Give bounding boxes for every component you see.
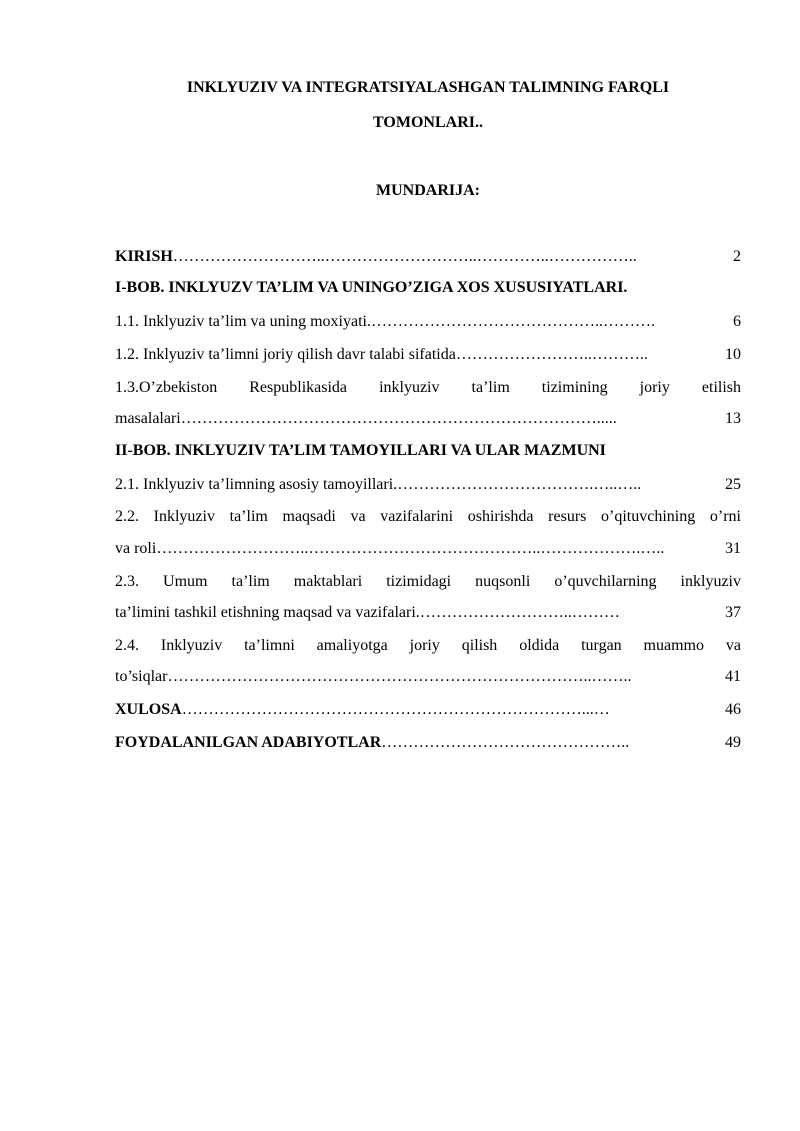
- toc-leader-dots: …………………………………………………………………….....: [180, 410, 617, 427]
- toc-label: 1.1. Inklyuziv ta’lim va uning moxiyati: [115, 313, 367, 330]
- toc-label: masalalari: [115, 410, 181, 427]
- toc-page-number: 37: [725, 604, 741, 621]
- toc-leader-dots: …………………………………………………………………...…: [181, 701, 610, 718]
- toc-entry-2-4-line-2: [115, 662, 741, 692]
- toc-entry-2-3-line-2: [115, 598, 741, 628]
- toc-entry-1-2: [115, 340, 741, 370]
- contents-heading: MUNDARIJA:: [376, 182, 480, 199]
- toc-entry-2-1: [115, 470, 741, 500]
- toc-label: XULOSA: [115, 701, 182, 718]
- toc-page-number: 49: [725, 734, 741, 751]
- toc-entry-foydalanilgan-adabiyotlar: [115, 728, 741, 758]
- toc-page-number: 6: [733, 313, 741, 330]
- toc-page-number: 25: [725, 476, 741, 493]
- toc-label: 1.2. Inklyuziv ta’limni joriy qilish davr talabi sifatida: [115, 346, 456, 363]
- toc-label: FOYDALANILGAN ADABIYOTLAR: [115, 734, 382, 751]
- toc-page-number: 2: [733, 248, 741, 265]
- toc-entry-2-4-line-1: 2.4. Inklyuziv ta’limni amaliyotga joriy qilish oldida turgan muammo va: [115, 637, 741, 654]
- toc-entry-1-3-line-2: [115, 404, 741, 434]
- toc-leader-dots: ……………………………….…..…..: [397, 476, 642, 493]
- toc-label: va roli: [115, 540, 157, 557]
- toc-page-number: 13: [725, 410, 741, 427]
- toc-page-number: 10: [725, 346, 741, 363]
- toc-leader-dots: ………………………………………..: [381, 734, 630, 751]
- toc-entry-2-2-line-1: 2.2. Inklyuziv ta’lim maqsadi va vazifalarini oshirishda resurs o’qituvchining o’rni: [115, 508, 741, 525]
- toc-entry-2-3-line-1: 2.3. Umum ta’lim maktablari tizimidagi nuqsonli o’quvchilarning inklyuziv: [115, 573, 741, 590]
- toc-entry-1-1: [115, 307, 741, 337]
- toc-label: ta’limini tashkil etishning maqsad va vazifalari.: [115, 604, 420, 621]
- toc-leader-dots: ……………………………………………………………………..……..: [167, 668, 632, 685]
- toc-leader-dots: ………………………..………: [419, 604, 620, 621]
- toc-entry-1-3-line-1: 1.3.O’zbekiston Respublikasida inklyuziv ta’lim tizimining joriy etilish: [115, 379, 741, 396]
- toc-entry-xulosa: [115, 695, 741, 725]
- toc-label: to’siqlar: [115, 668, 168, 685]
- toc-page-number: 46: [725, 701, 741, 718]
- toc-page-number: 41: [725, 668, 741, 685]
- toc-chapter-1-heading: I-BOB. INKLYUZV TA’LIM VA UNINGO’ZIGA XOS XUSUSIYATLARI.: [115, 279, 628, 296]
- toc-label: KIRISH: [115, 248, 173, 265]
- toc-page-number: 31: [725, 540, 741, 557]
- document-title-line-1: INKLYUZIV VA INTEGRATSIYALASHGAN TALIMNING FARQLI: [186, 79, 670, 96]
- toc-label: 2.1. Inklyuziv ta’limning asosiy tamoyillari.: [115, 476, 398, 493]
- toc-leader-dots: .……………………………………..……….: [366, 313, 655, 330]
- document-title-line-2: TOMONLARI..: [373, 114, 483, 131]
- toc-leader-dots: ………………………..………………………..…………..……………..: [172, 248, 637, 265]
- toc-leader-dots: ………………………..……………………………………..……………….…..: [156, 540, 665, 557]
- toc-chapter-2-heading: II-BOB. INKLYUZIV TA’LIM TAMOYILLARI VA ULAR MAZMUNI: [115, 442, 606, 459]
- toc-leader-dots: ……………………..………..: [455, 346, 648, 363]
- toc-entry-kirish: [115, 242, 741, 272]
- toc-entry-2-2-line-2: [115, 534, 741, 564]
